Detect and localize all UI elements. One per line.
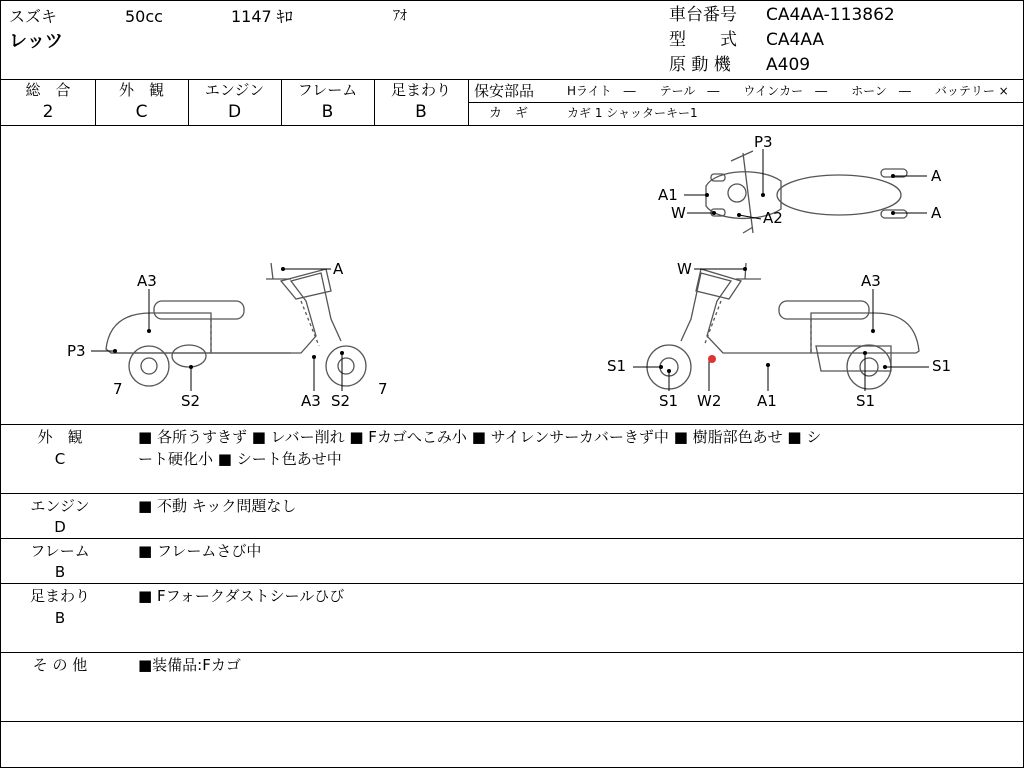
key-value: カギ 1 シャッターキー1: [567, 106, 698, 120]
maker: スズキ: [9, 7, 58, 26]
mark-top-a1: A1: [658, 186, 678, 204]
detail-label-suspension: 足まわり: [29, 587, 90, 605]
divider: [1, 652, 1023, 653]
divider: [1, 538, 1023, 539]
type-label: 型 式: [669, 30, 737, 50]
detail-grade-frame: B: [54, 563, 66, 581]
engine-label: 原 動 機: [669, 55, 731, 75]
detail-text-exterior-2: ート硬化小 ■ シート色あせ中: [138, 450, 342, 468]
mark-left-7a: 7: [113, 380, 123, 398]
grade-value-exterior: C: [135, 102, 148, 122]
grade-label-frame: フレーム: [297, 81, 358, 99]
mileage: 1147 ｷﾛ: [231, 7, 293, 26]
detail-label-engine: エンジン: [30, 497, 90, 515]
detail-text-other: ■装備品:Fカゴ: [138, 656, 241, 674]
type-value: CA4AA: [766, 30, 825, 50]
mark-top-p3: P3: [754, 133, 773, 151]
model-name: レッツ: [9, 31, 63, 52]
mark-top-a-right-b: A: [931, 204, 942, 222]
mark-top-a2: A2: [763, 209, 783, 227]
displacement: 50cc: [125, 7, 163, 26]
grade-value-overall: 2: [42, 102, 54, 122]
divider: [1, 493, 1023, 494]
divider: [1, 79, 1023, 80]
mark-right-w: W: [677, 260, 692, 278]
mark-right-a3: A3: [861, 272, 881, 290]
detail-grade-engine: D: [54, 518, 66, 536]
mark-left-7b: 7: [378, 380, 388, 398]
mark-right-s1c: S1: [932, 357, 952, 375]
divider: [1, 424, 1023, 425]
detail-text-engine: ■ 不動 キック問題なし: [138, 497, 297, 515]
frame-no: CA4AA-113862: [766, 5, 895, 25]
divider: [468, 79, 469, 125]
grade-label-exterior: 外 観: [118, 81, 164, 99]
detail-label-exterior: 外 観: [37, 428, 83, 446]
mark-left-a: A: [333, 260, 344, 278]
detail-label-other: そ の 他: [32, 656, 88, 674]
safety-label: 保安部品: [474, 82, 535, 100]
grade-label-overall: 総 合: [25, 81, 71, 99]
detail-label-frame: フレーム: [30, 542, 90, 560]
engine-value: A409: [766, 55, 811, 75]
mark-left-a3: A3: [137, 272, 157, 290]
grade-value-suspension: B: [415, 102, 427, 122]
damage-diagram: [1, 126, 1023, 424]
grade-value-frame: B: [321, 102, 334, 122]
mark-right-s1b: S1: [659, 392, 679, 410]
detail-grade-exterior: C: [54, 450, 66, 468]
divider: [1, 721, 1023, 722]
mark-right-s1d: S1: [856, 392, 876, 410]
mark-top-a-right: A: [931, 167, 942, 185]
frame-no-label: 車台番号: [669, 5, 737, 25]
mark-right-w2: W2: [697, 392, 722, 410]
safety-items: Hライト ― テール ― ウインカー ― ホーン ― バッテリー ×: [567, 84, 1009, 98]
grade-label-engine: エンジン: [204, 81, 265, 99]
grade-value-engine: D: [227, 102, 242, 122]
detail-text-frame: ■ フレームさび中: [138, 542, 262, 560]
mark-right-a1: A1: [757, 392, 777, 410]
mark-right-s1a: S1: [607, 357, 627, 375]
grade-label-suspension: 足まわり: [390, 81, 451, 99]
scooter-top-view: [706, 151, 907, 233]
divider: [1, 583, 1023, 584]
mark-left-p3: P3: [67, 342, 86, 360]
damage-mark: [708, 355, 716, 363]
color: ｱｵ: [393, 8, 407, 24]
divider: [468, 102, 1023, 103]
key-label: カ ギ: [489, 106, 529, 121]
detail-text-exterior-1: ■ 各所うすきず ■ レバー削れ ■ Fカゴへこみ小 ■ サイレンサーカバーきず中 ■ 樹脂部色あせ ■ シ: [138, 428, 822, 446]
detail-grade-suspension: B: [54, 609, 66, 627]
mark-left-s2b: S2: [331, 392, 351, 410]
mark-left-a3b: A3: [301, 392, 321, 410]
detail-text-suspension: ■ Fフォークダストシールひび: [138, 587, 345, 605]
mark-left-s2a: S2: [181, 392, 201, 410]
mark-top-w: W: [671, 204, 686, 222]
